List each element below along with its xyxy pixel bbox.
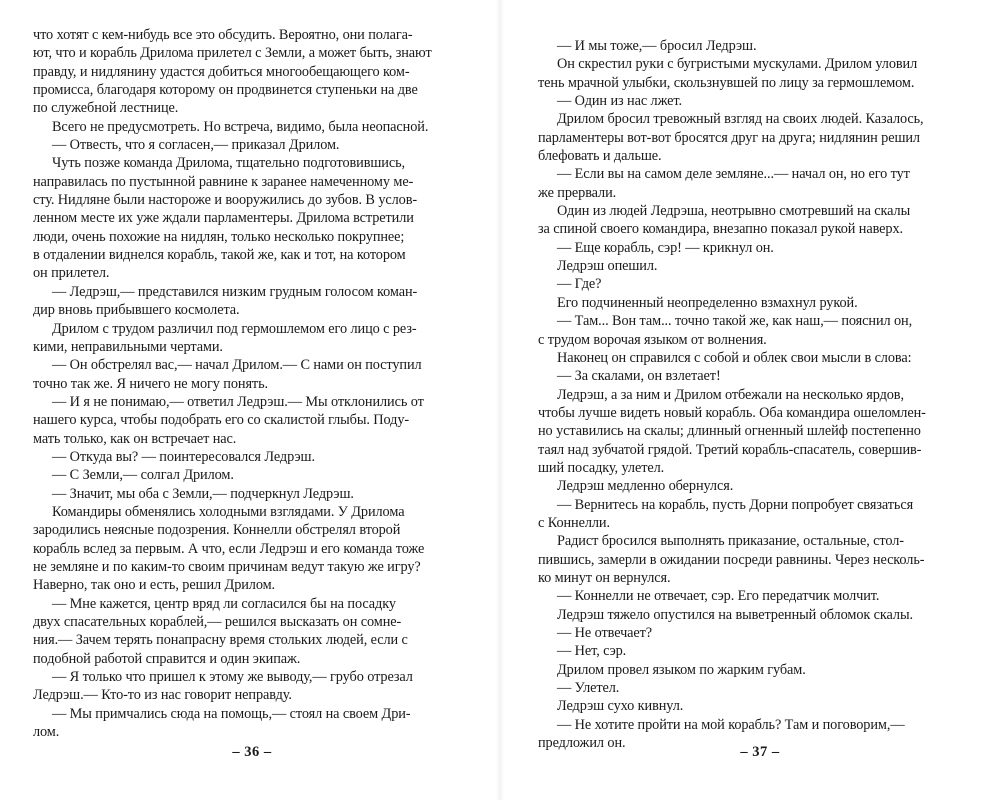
text-line: Дрилом провел языком по жарким губам. bbox=[557, 661, 806, 678]
text-line: правду, и нидлянину удастся добиться многообещающего ком- bbox=[33, 63, 410, 80]
left-page-number: – 36 – bbox=[232, 744, 272, 760]
text-line: — Коннелли не отвечает, сэр. Его передатчик молчит. bbox=[557, 588, 880, 605]
text-line: — Там... Вон там... точно такой же, как наш,— пояснил он, bbox=[557, 313, 913, 330]
text-line: по служебной лестнице. bbox=[33, 100, 179, 117]
text-line: точно так же. Я ничего не могу понять. bbox=[33, 375, 268, 392]
text-line: предложил он. bbox=[538, 735, 626, 752]
text-line: дир вновь прибывшего космолета. bbox=[33, 302, 240, 319]
text-line: — Отвесть, что я согласен,— приказал Дрилом. bbox=[52, 137, 340, 154]
text-line: в отдалении виднелся корабль, такой же, как и тот, на котором bbox=[33, 247, 406, 264]
text-line: — Нет, сэр. bbox=[557, 643, 627, 660]
text-line: Чуть позже команда Дрилома, тщательно подготовившись, bbox=[52, 155, 405, 172]
text-line: подобной работой справится и один экипаж. bbox=[33, 650, 301, 667]
text-line: ший посадку, улетел. bbox=[538, 459, 665, 476]
text-line: Наверно, так оно и есть, решил Дрилом. bbox=[33, 577, 276, 594]
right-page bbox=[500, 0, 1000, 800]
right-page-text bbox=[538, 37, 972, 752]
text-line: но уставились на скалы; длинный огненный шлейф постепенно bbox=[538, 423, 921, 440]
text-line: — Мы примчались сюда на помощь,— стоял на своем Дри- bbox=[52, 705, 411, 722]
text-line: Всего не предусмотреть. Но встреча, видимо, была неопасной. bbox=[52, 118, 429, 135]
text-line: он прилетел. bbox=[33, 265, 110, 282]
text-line: Радист бросился выполнять приказание, остальные, стол- bbox=[557, 533, 904, 550]
text-line: — Вернитесь на корабль, пусть Дорни попробует связаться bbox=[557, 496, 914, 513]
text-line: Ледрэш сухо кивнул. bbox=[557, 698, 684, 715]
text-line: Один из людей Ледрэша, неотрывно смотревший на скалы bbox=[557, 203, 911, 220]
text-line: сту. Нидляне были настороже и вооружились до зубов. В услов- bbox=[33, 192, 418, 209]
text-line: — Улетел. bbox=[557, 680, 620, 697]
text-line: — Он обстрелял вас,— начал Дрилом.— С нами он поступил bbox=[52, 357, 422, 374]
left-page-text bbox=[33, 26, 466, 741]
text-line: что хотят с кем-нибудь все это обсудить. Вероятно, они полага- bbox=[33, 27, 413, 43]
text-line: — Еще корабль, сэр! — крикнул он. bbox=[557, 239, 774, 256]
text-line: ко минут он вернулся. bbox=[538, 569, 671, 586]
text-line: Командиры обменялись холодными взглядами. У Дрилома bbox=[52, 503, 405, 520]
text-line: с трудом ворочая языком от волнения. bbox=[538, 331, 767, 348]
text-line: зародились неясные подозрения. Коннелли обстрелял второй bbox=[33, 522, 401, 539]
text-line: парламентеры вот-вот бросятся друг на друга; нидлянин решил bbox=[538, 129, 920, 146]
text-line: двух спасательных кораблей,— решился высказать он сомне- bbox=[33, 614, 402, 630]
text-line: Наконец он справился с собой и облек свои мысли в слова: bbox=[557, 349, 912, 366]
text-line: блефовать и дальше. bbox=[538, 148, 662, 165]
text-line: ленном месте их уже ждали парламентеры. Дрилома встретили bbox=[33, 210, 414, 227]
text-line: пившись, замерли в ожидании посреди равнины. Через несколь- bbox=[538, 551, 925, 568]
text-line: ния.— Зачем терять понапрасну время стольких людей, если с bbox=[33, 632, 408, 649]
text-line: — Не хотите пройти на мой корабль? Там и поговорим,— bbox=[557, 716, 905, 733]
text-line: Дрилом бросил тревожный взгляд на своих людей. Казалось, bbox=[557, 111, 924, 128]
text-line: чтобы лучше видеть новый корабль. Оба командира ошеломлен- bbox=[538, 404, 926, 421]
text-line: корабль вслед за первым. А что, если Ледрэш и его команда тоже bbox=[33, 540, 425, 557]
text-line: не земляне и по каким-то своим причинам ведут такую же игру? bbox=[33, 558, 421, 575]
text-line: направилась по пустынной равнине к заранее намеченному ме- bbox=[33, 173, 414, 190]
text-line: Он скрестил руки с бугристыми мускулами. Дрилом уловил bbox=[557, 56, 918, 73]
text-line: Ледрэш опешил. bbox=[557, 258, 658, 275]
text-line: же прервали. bbox=[538, 184, 617, 201]
text-line: Ледрэш.— Кто-то из нас говорит неправду. bbox=[33, 687, 292, 704]
text-line: — За скалами, он взлетает! bbox=[557, 368, 721, 385]
text-line: — Один из нас лжет. bbox=[557, 93, 682, 110]
text-line: — Где? bbox=[557, 276, 602, 293]
text-line: ют, что и корабль Дрилома прилетел с Земли, а может быть, знают bbox=[33, 45, 432, 62]
text-line: люди, очень похожие на нидлян, только несколько покрупнее; bbox=[33, 228, 405, 245]
text-line: мать только, как он встречает нас. bbox=[33, 430, 237, 447]
text-line: — Не отвечает? bbox=[557, 625, 653, 641]
text-line: — С Земли,— солгал Дрилом. bbox=[52, 467, 234, 484]
text-line: таял над зубчатой грядой. Третий корабль-спасатель, совершив- bbox=[538, 441, 922, 458]
text-line: — Мне кажется, центр вряд ли согласился бы на посадку bbox=[52, 595, 396, 612]
text-line: — И мы тоже,— бросил Ледрэш. bbox=[557, 38, 757, 54]
text-line: — Значит, мы оба с Земли,— подчеркнул Ледрэш. bbox=[52, 485, 354, 502]
text-line: кими, неправильными чертами. bbox=[33, 338, 223, 355]
text-line: промисса, благодаря которому он продвинется ступеньки на две bbox=[33, 82, 418, 99]
text-line: Ледрэш, а за ним и Дрилом отбежали на несколько ярдов, bbox=[557, 386, 904, 403]
right-page-number: – 37 – bbox=[740, 744, 780, 760]
text-line: Ледрэш медленно обернулся. bbox=[557, 478, 734, 495]
text-line: Его подчиненный неопределенно взмахнул рукой. bbox=[557, 294, 858, 311]
text-line: — Если вы на самом деле земляне...— начал он, но его тут bbox=[557, 166, 910, 183]
text-line: Дрилом с трудом различил под гермошлемом его лицо с рез- bbox=[52, 320, 417, 337]
text-line: за спиной своего командира, внезапно показал рукой наверх. bbox=[538, 221, 903, 238]
text-line: с Коннелли. bbox=[538, 514, 610, 531]
text-line: — Ледрэш,— представился низким грудным голосом коман- bbox=[52, 283, 418, 300]
text-line: тень мрачной улыбки, скользнувшей по лицу за гермошлемом. bbox=[538, 74, 915, 91]
text-line: — Откуда вы? — поинтересовался Ледрэш. bbox=[52, 448, 315, 465]
text-line: нашего курса, чтобы подобрать его со скалистой глыбы. Поду- bbox=[33, 412, 410, 429]
text-line: лом. bbox=[33, 724, 60, 741]
text-line: Ледрэш тяжело опустился на выветренный обломок скалы. bbox=[557, 606, 913, 623]
text-line: — Я только что пришел к этому же выводу,— грубо отрезал bbox=[52, 669, 413, 686]
text-line: — И я не понимаю,— ответил Ледрэш.— Мы отклонились от bbox=[52, 393, 424, 410]
